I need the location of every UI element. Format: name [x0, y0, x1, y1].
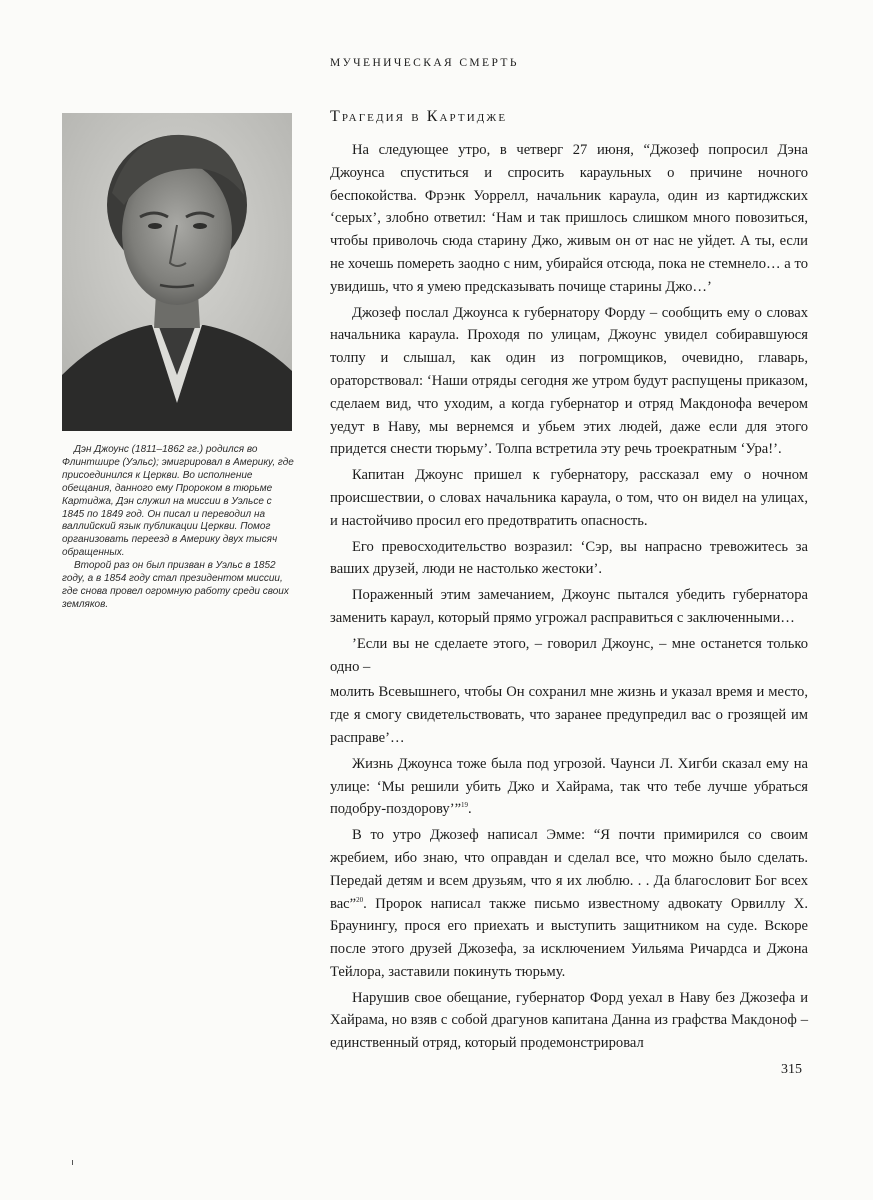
page-number: 315	[781, 1062, 802, 1077]
photo-caption	[62, 444, 294, 612]
paragraph: молить Всевышнего, чтобы Он сохранил мне жизнь и указал время и место, где я смогу свидетельствовать, что заранее предупредил вас о грозящей им расправе’…	[330, 684, 808, 746]
footnote-marker: 19	[461, 801, 469, 810]
paragraph: Нарушив свое обещание, губернатор Форд уехал в Наву без Джозефа и Хайрама, но взяв с собой драгунов капитана Данна из графства Макдоноф – единственный отряд, который продемонстрировал	[330, 989, 808, 1052]
paragraph-text: . Пророк написал также письмо известному адвокату Орвиллу Х. Браунингу, прося его приехать и выступить защитником на суде. Вскоре после этого друзей Джозефа, за исключением Уильяма Ричардса и Джона Тейлора, заставили покинуть тюрьму.	[330, 895, 808, 980]
body-text	[330, 139, 808, 1058]
footnote-marker: 20	[356, 895, 364, 904]
caption-paragraph: Второй раз он был призван в Уэльс в 1852 году, а в 1854 году стал президентом миссии, где снова провел огромную работу среди своих земляков.	[62, 560, 289, 610]
paragraph: На следующее утро, в четверг 27 июня, “Джозеф попросил Дэна Джоунса спуститься и спросить караульных о причине ночного беспокойства. Фрэнк Уоррелл, начальник караула, один из картиджских ‘серых’, злобно ответил: ‘Нам и так пришлось слишком много повозиться, чтобы приволочь сюда старину Джо, живым он от нас не уйдет. А ты, если не хочешь помереть заодно с ним, убирайся отсюда, пока не стемнело… а то увидишь, что я умею предсказывать почище старины Джо…’	[330, 142, 808, 295]
paragraph: ’Если вы не сделаете этого, – говорил Джоунс, – мне останется только одно –	[330, 635, 808, 675]
paragraph: Капитан Джоунс пришел к губернатору, рассказал ему о ночном происшествии, о словах начальника караула, о том, что он видел на улицах, и настойчиво просил его предотвратить опасность.	[330, 467, 808, 529]
paragraph-text: Жизнь Джоунса тоже была под угрозой. Чаунси Л. Хигби сказал ему на улице: ‘Мы решили убить Джо и Хайрама, так что тебе лучше убраться подобру-поздорову’”	[330, 755, 808, 818]
paragraph: Джозеф послал Джоунса к губернатору Форду – сообщить ему о словах начальника караула. Проходя по улицам, Джоунс увидел собиравшуюся толпу и слышал, как один из погромщиков, очевидно, главарь, ораторствовал: ‘Наши отряды сегодня же утром будут распущены приказом, сделаем вид, что уходим, а когда губернатор и отряд Макдонофа вечером уедут в Наву, мы вернемся и убьем этих людей, даже если для этого придется снести тюрьму’. Толпа встретила эту речь троекратным ‘Ура!’.	[330, 304, 808, 458]
paragraph-text: .	[468, 801, 472, 818]
paragraph-text: В то утро Джозеф написал Эмме: “Я почти примирился со своим жребием, ибо знаю, что оправдан и сделал все, что можно было сделать. Передай детям и всем друзьям, что я их люблю. . . Да благословит Бог всех вас”	[330, 827, 808, 912]
paragraph: Его превосходительство возразил: ‘Сэр, вы напрасно тревожитесь за ваших друзей, люди не настолько жестоки’.	[330, 538, 808, 578]
paragraph	[330, 753, 808, 821]
paragraph: Пораженный этим замечанием, Джоунс пытался убедить губернатора заменить караул, который прямо угрожал расправиться с заключенными…	[330, 587, 808, 626]
caption-paragraph: Дэн Джоунс (1811–1862 гг.) родился во Флинтшире (Уэльс); эмигрировал в Америку, где присоединился к Церкви. Во исполнение обещания, данного ему Пророком в тюрьме Картиджа, Дэн служил на миссии в Уэльсе с 1845 по 1849 год. Он писал и переводил на валлийский язык публикации Церкви. Помог организовать переезд в Америку двух тысяч обращенных.	[62, 444, 294, 559]
paragraph	[330, 824, 808, 984]
section-title: Трагедия в Картидже	[330, 108, 508, 125]
scan-speck	[72, 1160, 73, 1165]
portrait-photo	[62, 113, 292, 431]
running-head: МУЧЕНИЧЕСКАЯ СМЕРТЬ	[330, 57, 519, 69]
